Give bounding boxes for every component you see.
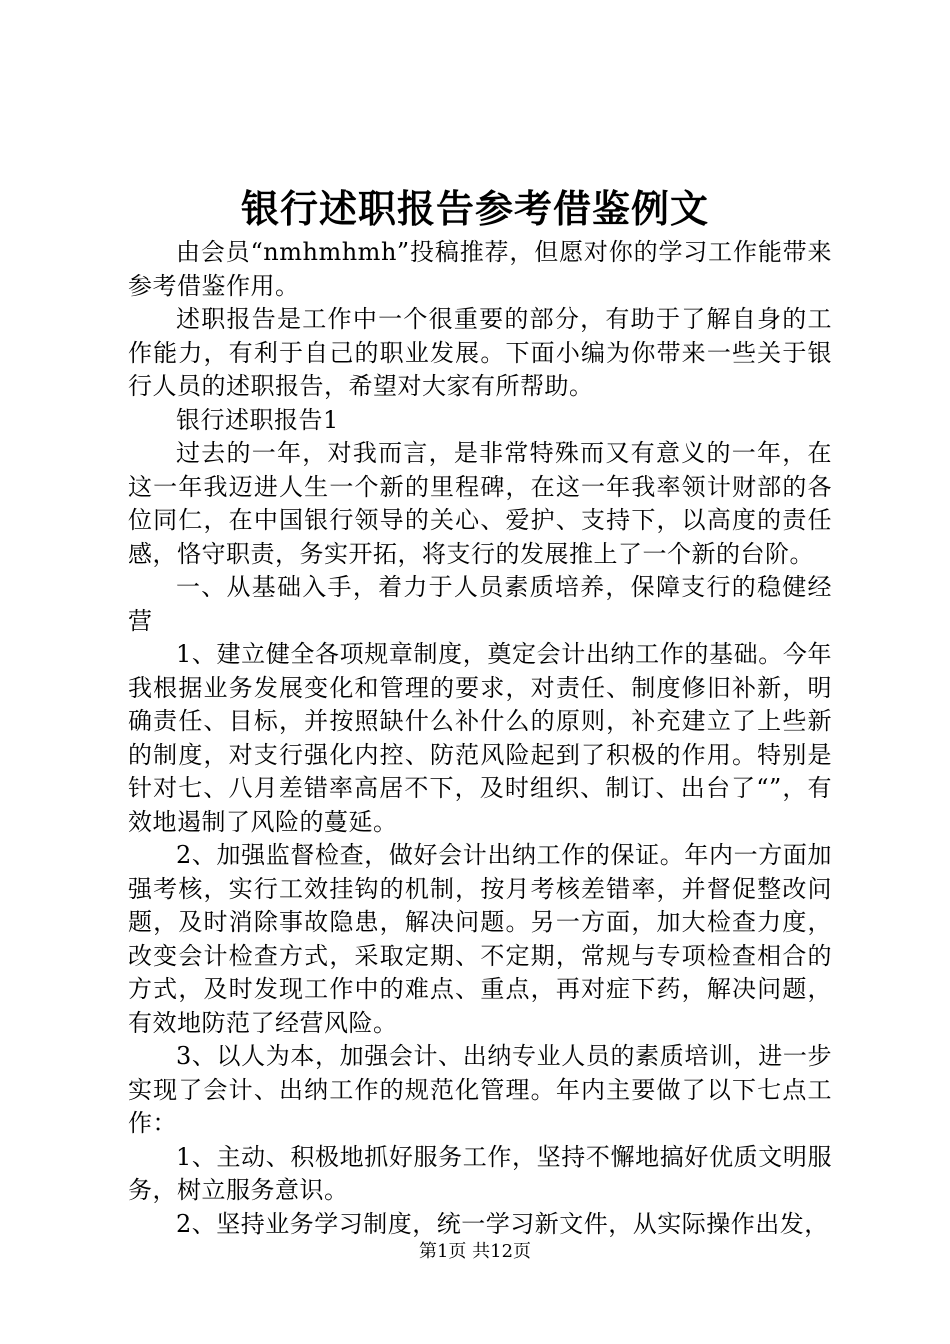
paragraph-item-3: 3、以人为本，加强会计、出纳专业人员的素质培训，进一步实现了会计、出纳工作的规范化管理。年内主要做了以下七点工作： xyxy=(128,1042,832,1137)
paragraph-item-1: 1、建立健全各项规章制度，奠定会计出纳工作的基础。今年我根据业务发展变化和管理的要求，对责任、制度修旧补新，明确责任、目标，并按照缺什么补什么的原则，补充建立了上些新的制度，对支行强化内控、防范风险起到了积极的作用。特别是针对七、八月差错率高居不下，及时组织、制订、出台了“”，有效地遏制了风险的蔓延。 xyxy=(128,640,832,836)
document-title: 银行述职报告参考借鉴例文 xyxy=(240,186,709,231)
section-heading: 银行述职报告1 xyxy=(176,405,339,434)
page-number-footer: 第1页 共12页 xyxy=(418,1241,532,1262)
paragraph-overview: 过去的一年，对我而言，是非常特殊而又有意义的一年，在这一年我迈进人生一个新的里程碑，在这一年我率领计财部的各位同仁，在中国银行领导的关心、爱护、支持下，以高度的责任感，恪守职责，务实开拓，将支行的发展推上了一个新的台阶。 xyxy=(128,439,832,568)
paragraph-item-2: 2、加强监督检查，做好会计出纳工作的保证。年内一方面加强考核，实行工效挂钩的机制，按月考核差错率，并督促整改问题，及时消除事故隐患，解决问题。另一方面，加大检查力度，改变会计检查方式，采取定期、不定期，常规与专项检查相合的方式，及时发现工作中的难点、重点，再对症下药，解决问题，有效地防范了经营风险。 xyxy=(128,841,832,1037)
paragraph-subitem-2: 2、坚持业务学习制度，统一学习新文件，从实际操作出发， xyxy=(176,1209,829,1238)
paragraph-summary: 述职报告是工作中一个很重要的部分，有助于了解自身的工作能力，有利于自己的职业发展。下面小编为你带来一些关于银行人员的述职报告，希望对大家有所帮助。 xyxy=(128,305,832,400)
paragraph-intro: 由会员“nmhmhmh”投稿推荐，但愿对你的学习工作能带来参考借鉴作用。 xyxy=(128,238,832,300)
paragraph-subitem-1: 1、主动、积极地抓好服务工作，坚持不懈地搞好优质文明服务，树立服务意识。 xyxy=(128,1142,832,1204)
subsection-heading: 一、从基础入手，着力于人员素质培养，保障支行的稳健经营 xyxy=(128,573,832,635)
document-body xyxy=(128,236,832,1241)
